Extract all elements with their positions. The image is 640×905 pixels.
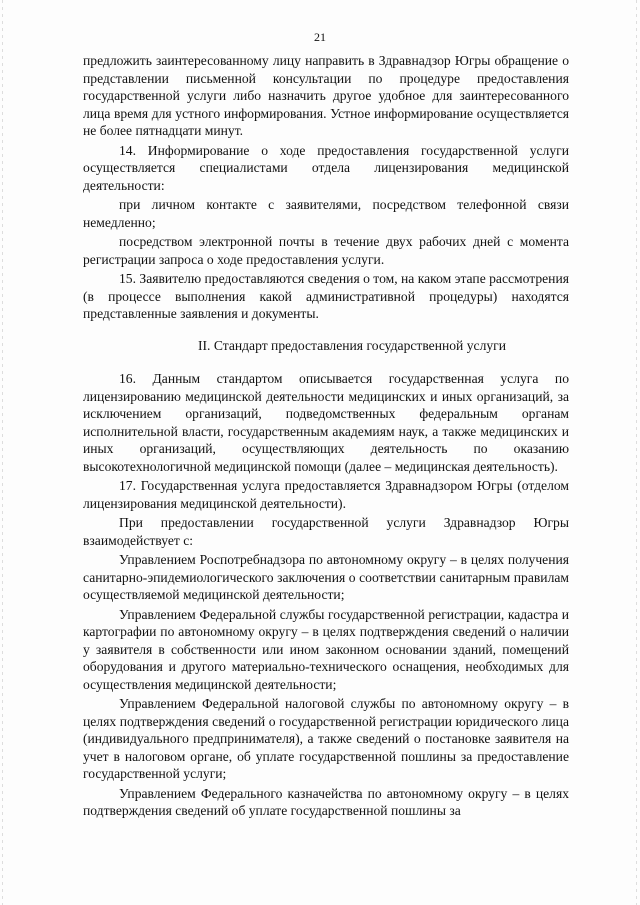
paragraph: при личном контакте с заявителями, посредством телефонной связи немедленно;	[83, 197, 569, 230]
paragraph: Управлением Федеральной службы государственной регистрации, кадастра и картографии по автономному округу – в целях подтверждения сведений о наличии у заявителя в собственности или ином законном основании зданий, помещений оборудования и другого материально-технического оснащения, необходимых для осуществления медицинской деятельности;	[83, 606, 569, 692]
page-number: 21	[314, 30, 326, 44]
scan-edge-left	[2, 0, 3, 905]
paragraph: Управлением Роспотребнадзора по автономному округу – в целях получения санитарно-эпидемиологического заключения о соответствии санитарным правилам осуществляемой медицинской деятельности;	[83, 552, 569, 602]
paragraph: предложить заинтересованному лицу направить в Здравнадзор Югры обращение о представлении письменной консультации по процедуре предоставления государственной услуги либо назначить другое удобное для заинтересованного лица время для устного информирования. Устное информирование осуществляется не более пятнадцати минут.	[83, 53, 569, 138]
paragraph: 14. Информирование о ходе предоставления государственной услуги осуществляется специалистами отдела лицензирования медицинской деятельности:	[83, 142, 569, 193]
scan-edge-right	[636, 0, 637, 905]
body-text	[83, 52, 569, 820]
paragraph: Управлением Федеральной налоговой службы по автономному округу – в целях подтверждения сведений о государственной регистрации юридического лица (индивидуального предпринимателя), а также сведений о постановке заявителя на учет в налоговом органе, об уплате государственной пошлины за предоставление государственной услуги;	[83, 696, 569, 781]
paragraph: Управлением Федерального казначейства по автономному округу – в целях подтверждения сведений об уплате государственной пошлины за	[83, 785, 569, 818]
paragraph: 16. Данным стандартом описывается государственная услуга по лицензированию медицинской деятельности медицинских и иных организаций, за исключением организаций, подведомственных федеральным органам исполнительной власти, государственным академиям наук, а также медицинских и иных организаций, осуществляющих деятельность по оказанию высокотехнологичной медицинской помощи (далее – медицинская деятельность).	[83, 371, 569, 474]
section-heading: II. Стандарт предоставления государственной услуги	[197, 337, 506, 353]
paragraph: 17. Государственная услуга предоставляется Здравнадзором Югры (отделом лицензирования медицинской деятельности).	[83, 478, 569, 511]
paragraph: 15. Заявителю предоставляются сведения о том, на каком этапе рассмотрения (в процессе выполнения какой административной процедуры) находятся представленные заявления и документы.	[83, 271, 569, 321]
paragraph: посредством электронной почты в течение двух рабочих дней с момента регистрации запроса о ходе предоставления услуги.	[83, 234, 569, 267]
paragraph: При предоставлении государственной услуги Здравнадзор Югры взаимодействует с:	[83, 515, 569, 548]
